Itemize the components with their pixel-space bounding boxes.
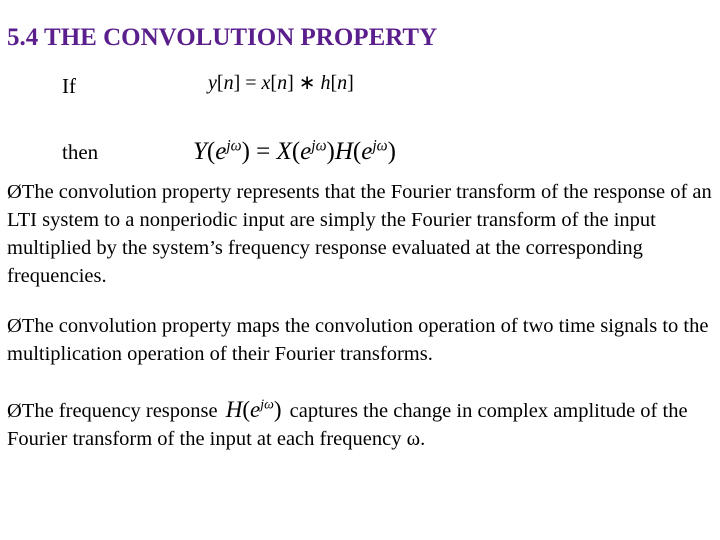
bullet-item (7, 396, 712, 453)
frequency-product-equation: $Y(e^{j\omega}) = X(e^{j\omega})H(e^{j\omega})$ (193, 137, 396, 165)
if-label: If (62, 74, 76, 98)
bullet-item (7, 178, 712, 290)
bullet-text: The convolution property represents that the Fourier transform of the response of an LTI system to a nonperiodic input are simply the Fourier transform of the input multiplied by the system’s frequency response evaluated at the corresponding frequencies. (7, 181, 712, 287)
arrow-bullet-icon: Ø (7, 181, 22, 203)
convolution-equation: y[n] = x[n] ∗ h[n] (208, 72, 354, 94)
arrow-bullet-icon: Ø (7, 315, 22, 337)
frequency-response-equation: $H(e^{j\omega})$ (225, 396, 282, 422)
arrow-bullet-icon: Ø (7, 400, 22, 422)
bullet-text: captures the change in complex amplitude of the Fourier transform of the input at each frequency ω. (7, 400, 688, 450)
then-label: then (62, 140, 99, 164)
bullet-item (7, 312, 712, 368)
page-title: 5.4 THE CONVOLUTION PROPERTY (7, 24, 438, 51)
bullet-text: The convolution property maps the convolution operation of two time signals to the multiplication operation of their Fourier transforms. (7, 315, 709, 365)
bullet-text: The frequency response (21, 400, 218, 422)
